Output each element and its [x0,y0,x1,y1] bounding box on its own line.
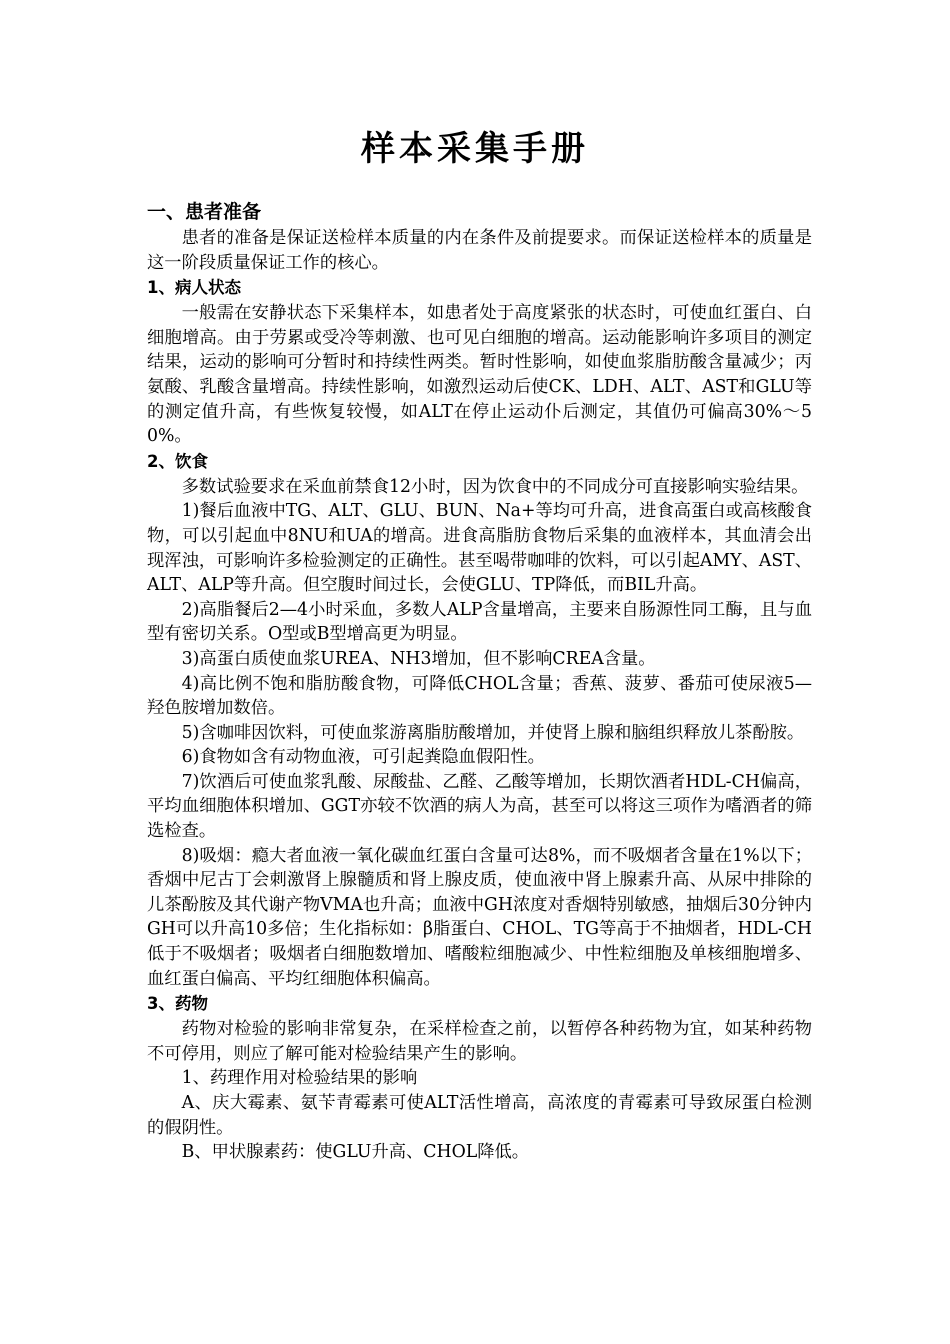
paragraph: A、庆大霉素、氨苄青霉素可使ALT活性增高，高浓度的青霉素可导致尿蛋白检测的假阴性。 [147,1093,812,1138]
paragraph: 1)餐后血液中TG、ALT、GLU、BUN、Na+等均可升高，进食高蛋白或高核酸食物，可以引起血中8NU和UA的增高。进食高脂肪食物后采集的血液样本，其血清会出现浑浊，可影响许多检验测定的正确性。甚至喝带咖啡的饮料，可以引起AMY、AST、ALT、ALP等升高。但空腹时间过长，会使GLU、TP降低，而BIL升高。 [147,501,812,596]
subsection-heading-patient-state: 1、病人状态 [147,278,241,298]
paragraph: 3)高蛋白质使血浆UREA、NH3增加，但不影响CREA含量。 [181,648,656,669]
paragraph: 7)饮酒后可使血浆乳酸、尿酸盐、乙醛、乙酸等增加，长期饮酒者HDL-CH偏高，平均血细胞体积增加、GGT亦较不饮酒的病人为高，甚至可以将这三项作为嗜酒者的筛选检查。 [147,771,812,842]
paragraph: 2)高脂餐后2—4小时采血，多数人ALP含量增高，主要来自肠源性同工酶，且与血型有密切关系。O型或B型增高更为明显。 [147,599,812,645]
section-heading-patient-preparation: 一、患者准备 [147,201,262,223]
subsection-heading-diet: 2、饮食 [147,451,208,471]
paragraph: B、甲状腺素药：使GLU升高、CHOL降低。 [181,1142,530,1163]
document-body [147,198,812,1165]
paragraph: 患者的准备是保证送检样本质量的内在条件及前提要求。而保证送检样本的质量是这一阶段质量保证工作的核心。 [147,228,812,273]
paragraph: 8)吸烟：瘾大者血液一氧化碳血红蛋白含量可达8%，而不吸烟者含量在1%以下；香烟中尼古丁会刺激肾上腺髓质和肾上腺皮质，使血液中肾上腺素升高、从尿中排除的儿茶酚胺及其代谢产物VMA也升高；血液中GH浓度对香烟特别敏感，抽烟后30分钟内GH可以升高10多倍；生化指标如：β脂蛋白、CHOL、TG等高于不抽烟者，HDL-CH低于不吸烟者；吸烟者白细胞数增加、嗜酸粒细胞减少、中性粒细胞及单核细胞增多、血红蛋白偏高、平均红细胞体积偏高。 [147,845,812,989]
paragraph: 一般需在安静状态下采集样本，如患者处于高度紧张的状态时，可使血红蛋白、白细胞增高。由于劳累或受冷等刺激、也可见白细胞的增高。运动能影响许多项目的测定结果，运动的影响可分暂时和持续性两类。暂时性影响，如使血浆脂肪酸含量减少；丙氨酸、乳酸含量增高。持续性影响，如激烈运动后使CK、LDH、ALT、AST和GLU等的测定值升高，有些恢复较慢，如ALT在停止运动仆后测定，其值仍可偏高30%～50%。 [147,303,812,447]
paragraph: 4)高比例不饱和脂肪酸食物，可降低CHOL含量；香蕉、菠萝、番茄可使尿液5—羟色胺增加数倍。 [147,673,812,719]
paragraph: 多数试验要求在采血前禁食12小时，因为饮食中的不同成分可直接影响实验结果。 [181,476,809,497]
paragraph: 5)含咖啡因饮料，可使血浆游离脂肪酸增加，并使肾上腺和脑组织释放儿茶酚胺。 [181,722,805,743]
document-title: 样本采集手册 [361,129,589,169]
paragraph: 6)食物如含有动物血液，可引起粪隐血假阳性。 [181,747,545,768]
subsection-heading-drugs: 3、药物 [147,994,208,1014]
paragraph: 药物对检验的影响非常复杂，在采样检查之前，以暂停各种药物为宜，如某种药物不可停用，则应了解可能对检验结果产生的影响。 [147,1019,812,1064]
paragraph: 1、药理作用对检验结果的影响 [181,1068,418,1089]
